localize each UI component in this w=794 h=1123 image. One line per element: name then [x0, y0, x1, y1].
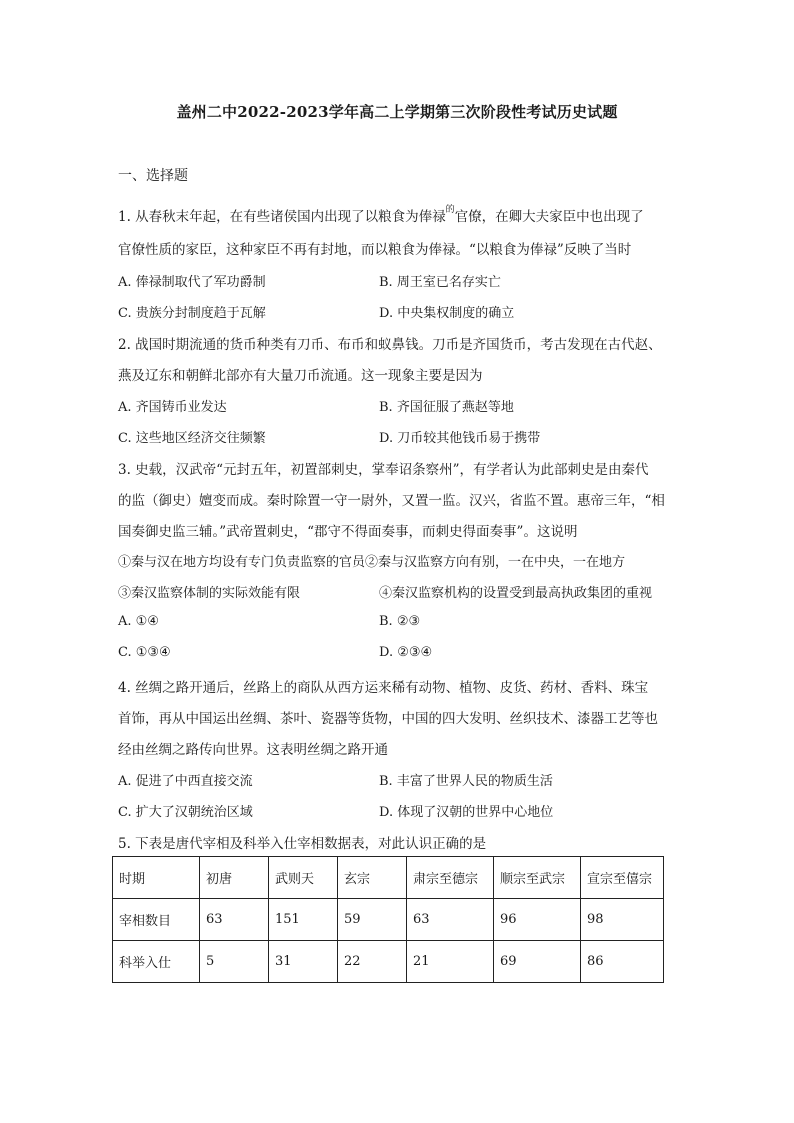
table-cell: 59 [338, 899, 407, 941]
question-4-line-2: 首饰，再从中国运出丝绸、茶叶、瓷器等货物，中国的四大发明、丝织技术、漆器工艺等也 [118, 711, 658, 727]
table-cell: 21 [407, 941, 494, 983]
question-3-option-c: C. ①③④ [118, 645, 171, 660]
question-2-option-b: B. 齐国征服了燕赵等地 [379, 400, 514, 415]
question-1-sup: 的 [445, 205, 455, 215]
question-1-option-c: C. 贵族分封制度趋于瓦解 [118, 306, 266, 321]
question-4-option-b: B. 丰富了世界人民的物质生活 [379, 774, 553, 789]
question-2-option-a: A. 齐国铸币业发达 [118, 400, 227, 415]
table-cell: 98 [581, 899, 664, 941]
question-3-option-b: B. ②③ [379, 614, 421, 629]
question-4-line-3: 经由丝绸之路传向世界。这表明丝绸之路开通 [118, 742, 388, 758]
question-2-line-1: 2. 战国时期流通的货币种类有刀币、布币和蚁鼻钱。刀币是齐国货币，考古发现在古代赵、 [118, 337, 662, 353]
table-row [113, 941, 664, 983]
table-header-cell: 玄宗 [338, 857, 407, 899]
question-2-option-d: D. 刀币较其他钱币易于携带 [379, 431, 541, 446]
table-cell: 151 [269, 899, 338, 941]
table-header-cell: 武则天 [269, 857, 338, 899]
table-header-cell: 宣宗至僖宗 [581, 857, 664, 899]
page-title: 盖州二中2022-2023学年高二上学期第三次阶段性考试历史试题 [176, 103, 618, 121]
table-cell: 科举入仕 [113, 941, 200, 983]
table-cell: 96 [494, 899, 581, 941]
table-cell: 22 [338, 941, 407, 983]
table-cell: 5 [200, 941, 269, 983]
section-heading: 一、选择题 [118, 168, 188, 184]
table-header-row [113, 857, 664, 899]
table-cell: 宰相数目 [113, 899, 200, 941]
question-4-option-a: A. 促进了中西直接交流 [118, 774, 253, 789]
table-cell: 69 [494, 941, 581, 983]
question-3-line-3: 国奏御史监三辅。”武帝置刺史，“郡守不得面奏事，而刺史得面奏事”。这说明 [118, 524, 578, 540]
table-cell: 31 [269, 941, 338, 983]
question-3-statement-3: ③秦汉监察体制的实际效能有限 [118, 586, 301, 601]
table-header-cell: 肃宗至德宗 [407, 857, 494, 899]
question-4-option-d: D. 体现了汉朝的世界中心地位 [379, 805, 554, 820]
question-4-option-c: C. 扩大了汉朝统治区域 [118, 805, 253, 820]
question-1-line-2: 官僚性质的家臣，这种家臣不再有封地，而以粮食为俸禄。“以粮食为俸禄”反映了当时 [118, 242, 632, 258]
question-5-line-1: 5. 下表是唐代宰相及科举入仕宰相数据表，对此认识正确的是 [118, 836, 487, 852]
question-2-option-c: C. 这些地区经济交往频繁 [118, 431, 266, 446]
question-1-option-d: D. 中央集权制度的确立 [379, 306, 515, 321]
question-2-line-2: 燕及辽东和朝鲜北部亦有大量刀币流通。这一现象主要是因为 [118, 368, 483, 384]
question-3-option-d: D. ②③④ [379, 645, 433, 660]
data-table [112, 856, 664, 983]
table-header-cell: 时期 [113, 857, 200, 899]
question-4-line-1: 4. 丝绸之路开通后，丝路上的商队从西方运来稀有动物、植物、皮货、药材、香料、珠宝 [118, 680, 649, 696]
question-1-text-b: 官僚，在卿大夫家臣中也出现了 [454, 209, 644, 225]
table-row [113, 899, 664, 941]
table-header-cell: 顺宗至武宗 [494, 857, 581, 899]
table-cell: 63 [407, 899, 494, 941]
question-3-option-a: A. ①④ [118, 614, 159, 629]
question-3-statement-4: ④秦汉监察机构的设置受到最高执政集团的重视 [379, 586, 653, 601]
table-cell: 86 [581, 941, 664, 983]
question-1-option-a: A. 俸禄制取代了军功爵制 [118, 275, 266, 290]
question-3-statement-1-2: ①秦与汉在地方均设有专门负责监察的官员②秦与汉监察方向有别，一在中央，一在地方 [118, 555, 626, 570]
question-1-line-1 [118, 205, 644, 225]
table-cell: 63 [200, 899, 269, 941]
question-3-line-1: 3. 史载，汉武帝“元封五年，初置部刺史，掌奉诏条察州”，有学者认为此部刺史是由秦代 [118, 462, 649, 478]
question-1-text-a: 1. 从春秋末年起，在有些诸侯国内出现了以粮食为俸禄 [118, 209, 446, 225]
table-header-cell: 初唐 [200, 857, 269, 899]
question-3-line-2: 的监（御史）嬗变而成。秦时除置一守一尉外，又置一监。汉兴，省监不置。惠帝三年，“相 [118, 493, 665, 509]
question-1-option-b: B. 周王室已名存实亡 [379, 275, 501, 290]
